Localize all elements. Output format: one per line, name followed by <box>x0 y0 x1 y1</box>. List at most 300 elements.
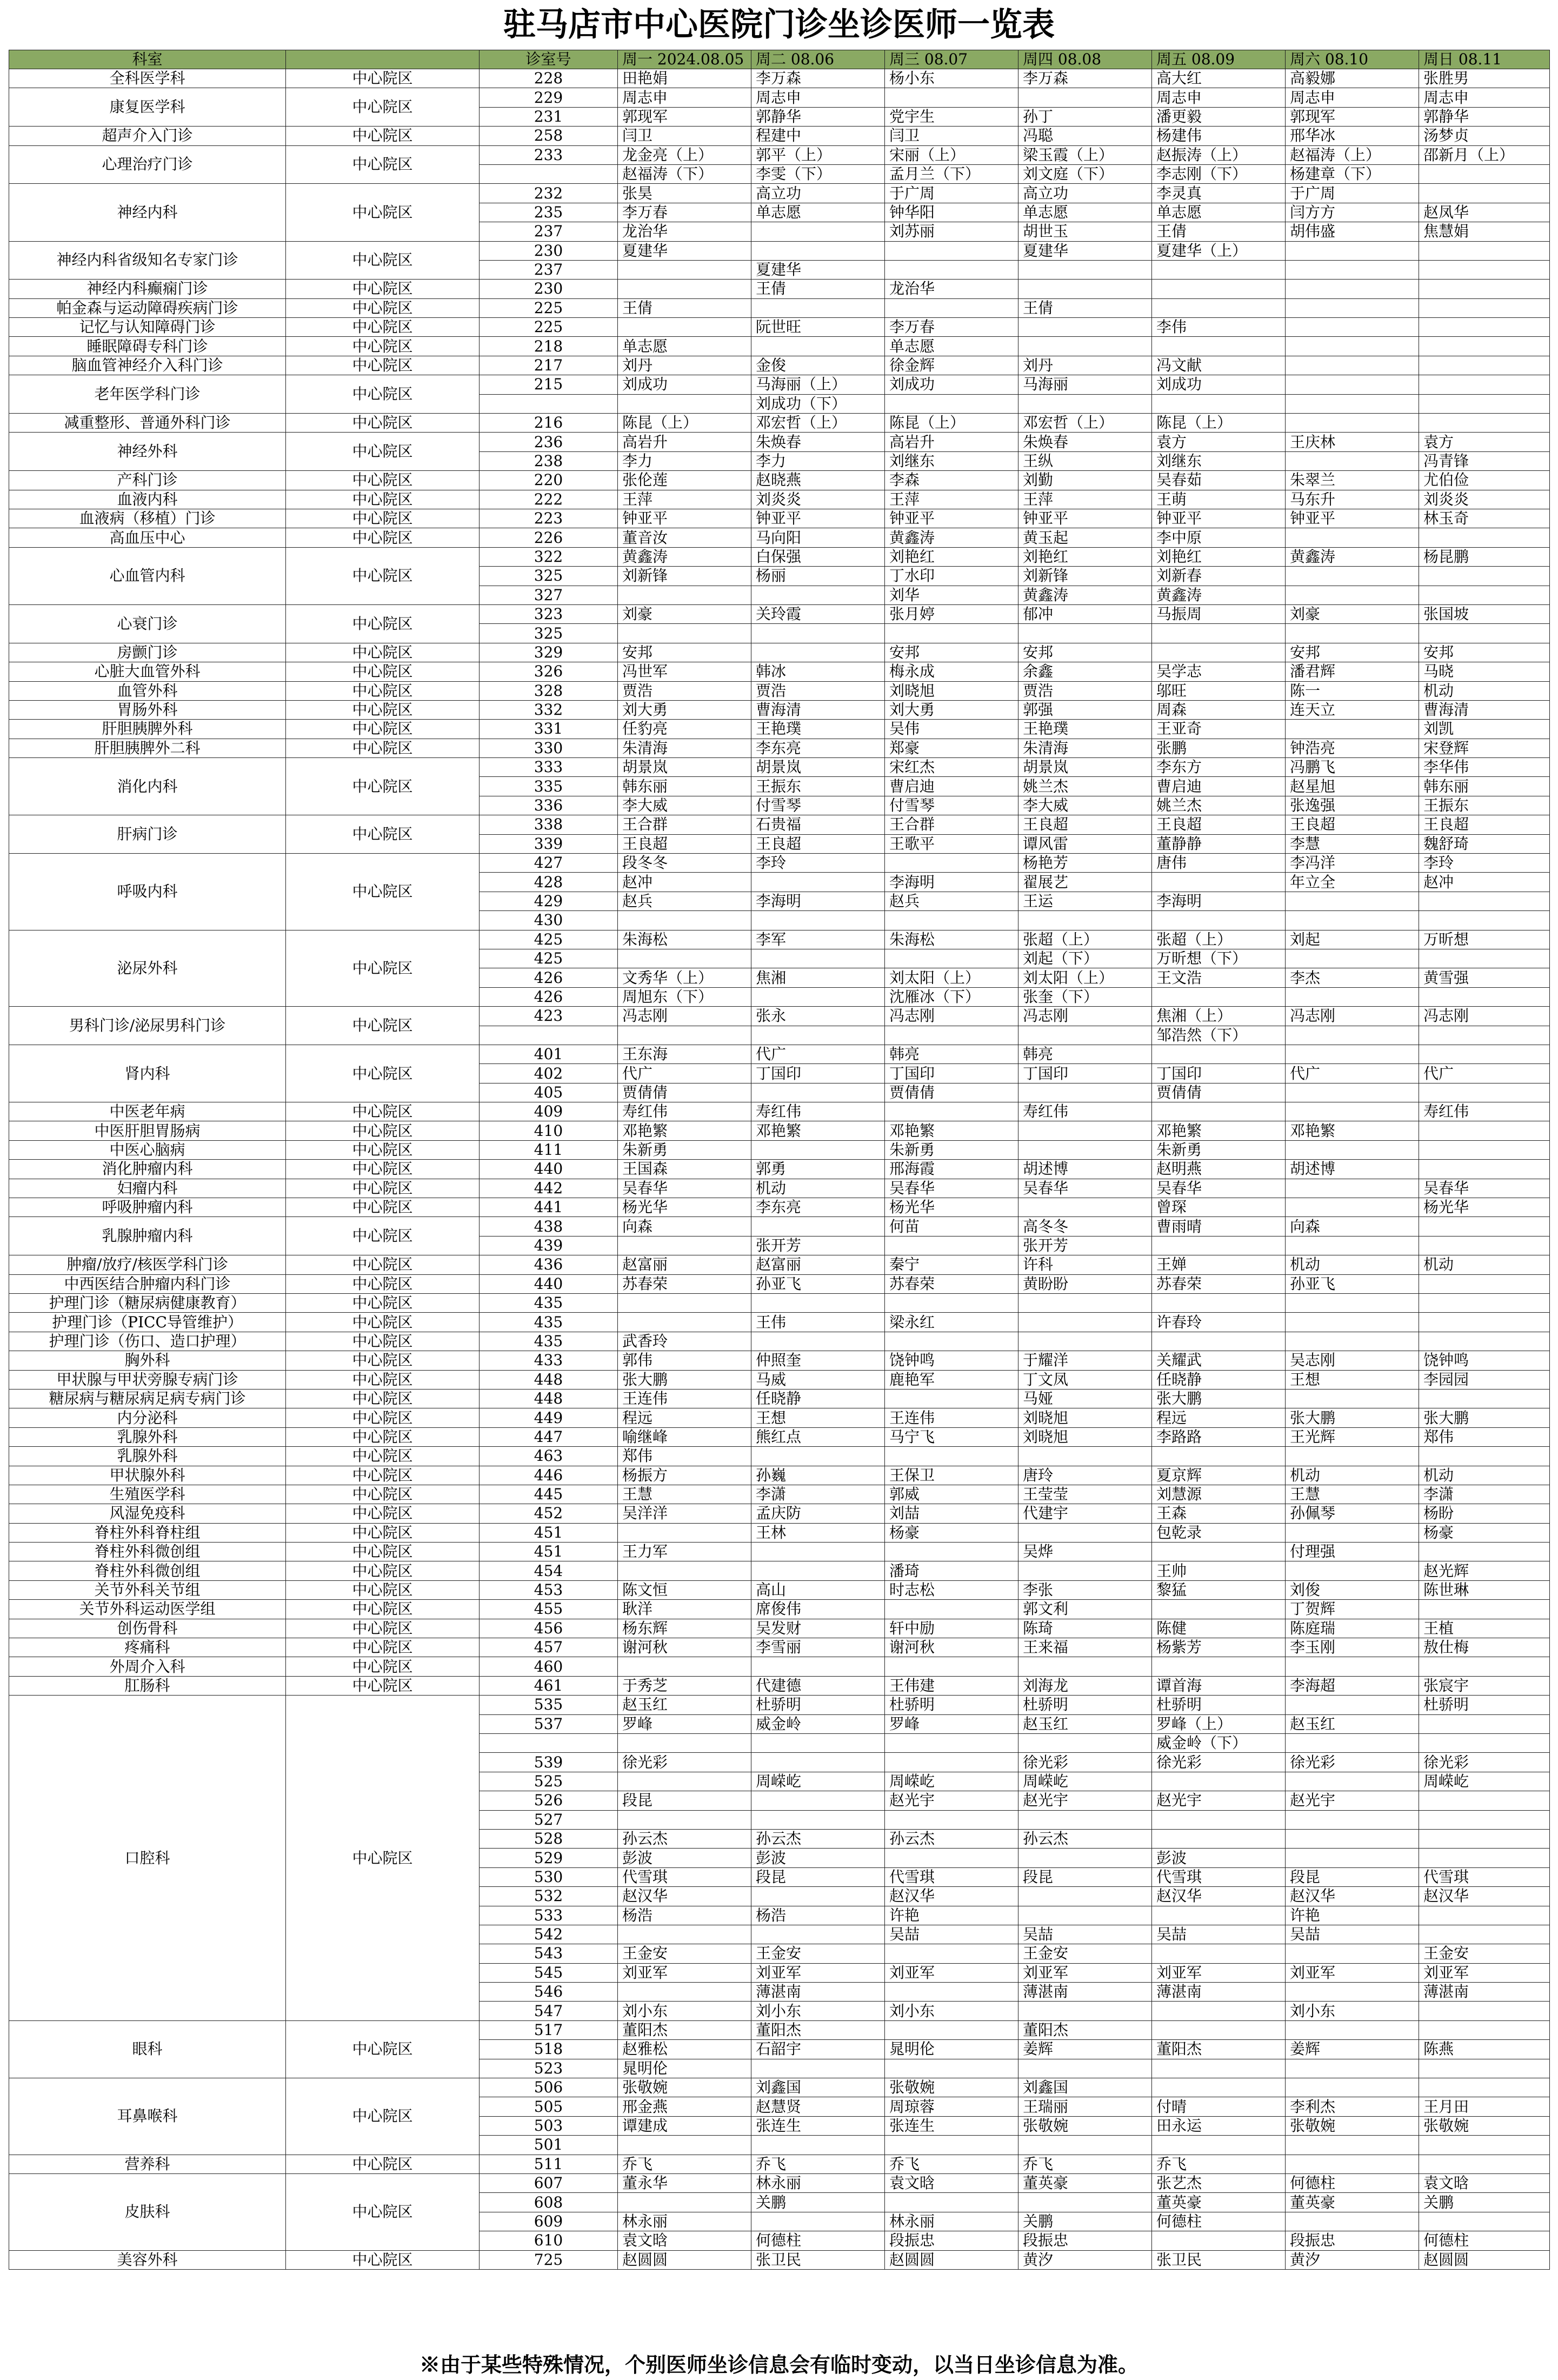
doctor-cell: 王良超 <box>1419 815 1550 834</box>
doctor-cell: 邢金燕 <box>618 2097 751 2116</box>
doctor-cell: 赵福涛（下） <box>618 164 751 183</box>
doctor-cell <box>618 586 751 604</box>
campus-name: 中心院区 <box>286 604 480 643</box>
doctor-cell <box>1152 394 1286 413</box>
doctor-cell: 王光辉 <box>1286 1427 1419 1446</box>
room-number: 529 <box>480 1849 618 1867</box>
doctor-cell: 冯聪 <box>1018 127 1152 145</box>
doctor-cell: 王萍 <box>885 490 1018 509</box>
doctor-cell <box>1152 1045 1286 1063</box>
doctor-cell: 陈昆（上） <box>1152 414 1286 433</box>
doctor-cell: 余鑫 <box>1018 662 1152 681</box>
doctor-cell <box>885 1236 1018 1255</box>
doctor-cell <box>1018 1294 1152 1313</box>
doctor-cell: 关鹏 <box>751 2193 885 2212</box>
doctor-cell: 刘亚军 <box>1018 1963 1152 1982</box>
doctor-cell: 刘俊 <box>1286 1580 1419 1599</box>
campus-name: 中心院区 <box>286 1657 480 1676</box>
room-number: 505 <box>480 2097 618 2116</box>
doctor-cell: 沈雁冰（下） <box>885 987 1018 1006</box>
doctor-cell <box>885 241 1018 260</box>
room-number: 425 <box>480 949 618 968</box>
room-number <box>480 164 618 183</box>
department-name: 胃肠外科 <box>9 700 286 719</box>
doctor-cell: 孟月兰（下） <box>885 164 1018 183</box>
doctor-cell: 张鹏 <box>1152 739 1286 757</box>
doctor-cell: 于广周 <box>1286 184 1419 203</box>
doctor-cell: 王良超 <box>1018 815 1152 834</box>
room-number: 237 <box>480 260 618 279</box>
doctor-cell: 杨紫芳 <box>1152 1638 1286 1657</box>
doctor-cell: 赵凤华 <box>1419 203 1550 222</box>
doctor-cell <box>1152 1332 1286 1351</box>
doctor-cell: 孙云杰 <box>618 1829 751 1848</box>
doctor-cell: 邓艳繁 <box>1152 1121 1286 1140</box>
table-row <box>9 1485 1550 1504</box>
doctor-cell: 杨光华 <box>1419 1198 1550 1217</box>
doctor-cell: 任晓静 <box>1152 1370 1286 1389</box>
doctor-cell: 王连伟 <box>618 1389 751 1408</box>
department-name: 关节外科关节组 <box>9 1580 286 1599</box>
doctor-cell: 王金安 <box>1419 1944 1550 1963</box>
room-number: 410 <box>480 1121 618 1140</box>
doctor-cell: 李森 <box>885 471 1018 490</box>
table-row <box>9 662 1550 681</box>
campus-name: 中心院区 <box>286 184 480 241</box>
doctor-cell <box>751 643 885 662</box>
room-number: 231 <box>480 107 618 126</box>
doctor-cell <box>618 949 751 968</box>
doctor-cell <box>1286 375 1419 394</box>
campus-name: 中心院区 <box>286 681 480 700</box>
doctor-cell: 王良超 <box>751 834 885 853</box>
doctor-cell: 周嵘屹 <box>1419 1772 1550 1791</box>
doctor-cell <box>1419 1140 1550 1159</box>
doctor-cell: 钟亚平 <box>618 509 751 528</box>
room-number: 435 <box>480 1294 618 1313</box>
doctor-cell <box>751 873 885 892</box>
room-number: 535 <box>480 1696 618 1714</box>
department-name: 妇瘤内科 <box>9 1179 286 1198</box>
table-row <box>9 509 1550 528</box>
doctor-cell: 许科 <box>1018 1255 1152 1274</box>
room-number: 446 <box>480 1466 618 1485</box>
doctor-cell: 付雪琴 <box>751 796 885 815</box>
campus-name: 中心院区 <box>286 528 480 547</box>
doctor-cell: 丁国印 <box>751 1064 885 1083</box>
doctor-cell: 王运 <box>1018 892 1152 910</box>
table-row <box>9 930 1550 949</box>
doctor-cell: 薄湛南 <box>1152 1983 1286 2002</box>
room-number: 530 <box>480 1867 618 1886</box>
doctor-cell <box>751 1810 885 1829</box>
department-name: 血管外科 <box>9 681 286 700</box>
room-number: 330 <box>480 739 618 757</box>
doctor-cell: 饶钟鸣 <box>885 1351 1018 1370</box>
doctor-cell <box>1286 1236 1419 1255</box>
department-name: 营养科 <box>9 2155 286 2173</box>
room-number: 236 <box>480 433 618 451</box>
doctor-cell: 邢海霞 <box>885 1160 1018 1179</box>
table-row <box>9 184 1550 203</box>
room-number: 452 <box>480 1504 618 1523</box>
doctor-cell <box>751 298 885 317</box>
room-number: 429 <box>480 892 618 910</box>
doctor-cell: 焦慧娟 <box>1419 222 1550 241</box>
doctor-cell: 邓艳繁 <box>885 1121 1018 1140</box>
room-number: 409 <box>480 1102 618 1121</box>
doctor-cell: 韩亮 <box>1018 1045 1152 1063</box>
doctor-cell: 冯青锋 <box>1419 451 1550 470</box>
campus-name: 中心院区 <box>286 88 480 127</box>
doctor-cell <box>1419 356 1550 375</box>
doctor-cell <box>618 260 751 279</box>
doctor-cell: 党宇生 <box>885 107 1018 126</box>
doctor-cell: 张敬婉 <box>1286 2116 1419 2135</box>
doctor-cell <box>751 1733 885 1752</box>
doctor-cell: 王倩 <box>1018 298 1152 317</box>
doctor-cell: 安邦 <box>1286 643 1419 662</box>
doctor-cell: 李张 <box>1018 1580 1152 1599</box>
doctor-cell <box>1152 2136 1286 2155</box>
doctor-cell <box>1018 337 1152 356</box>
doctor-cell <box>1152 1657 1286 1676</box>
department-name: 甲状腺与甲状旁腺专病门诊 <box>9 1370 286 1389</box>
department-name: 脊柱外科微创组 <box>9 1543 286 1561</box>
table-row <box>9 1045 1550 1063</box>
doctor-cell: 杨艳芳 <box>1018 854 1152 873</box>
doctor-cell: 高岩升 <box>885 433 1018 451</box>
doctor-cell <box>1419 1447 1550 1466</box>
doctor-cell: 何德柱 <box>1152 2212 1286 2231</box>
doctor-cell: 张胜男 <box>1419 69 1550 88</box>
doctor-cell: 贾浩 <box>618 681 751 700</box>
doctor-cell: 吴春茹 <box>1152 471 1286 490</box>
doctor-cell <box>1419 1543 1550 1561</box>
department-name: 关节外科运动医学组 <box>9 1600 286 1619</box>
doctor-cell: 钟亚平 <box>751 509 885 528</box>
room-number: 445 <box>480 1485 618 1504</box>
doctor-cell: 包乾录 <box>1152 1523 1286 1542</box>
doctor-cell <box>751 2212 885 2231</box>
doctor-cell: 孙云杰 <box>885 1829 1018 1848</box>
doctor-cell: 罗峰 <box>618 1714 751 1733</box>
doctor-cell: 朱新勇 <box>1152 1140 1286 1159</box>
table-row <box>9 1140 1550 1159</box>
room-number: 607 <box>480 2173 618 2192</box>
doctor-cell: 何德柱 <box>751 2231 885 2250</box>
doctor-cell: 张昊 <box>618 184 751 203</box>
campus-name: 中心院区 <box>286 2173 480 2250</box>
room-number: 539 <box>480 1753 618 1772</box>
doctor-cell: 杨建章（下） <box>1286 164 1419 183</box>
doctor-cell: 李灵真 <box>1152 184 1286 203</box>
department-name: 眼科 <box>9 2020 286 2078</box>
doctor-cell <box>885 1389 1018 1408</box>
doctor-cell <box>618 280 751 298</box>
doctor-cell <box>1419 1810 1550 1829</box>
doctor-cell <box>1419 1657 1550 1676</box>
doctor-cell <box>1419 1849 1550 1867</box>
doctor-cell: 邹浩然（下） <box>1152 1026 1286 1045</box>
doctor-cell: 林永丽 <box>751 2173 885 2192</box>
doctor-cell <box>751 1083 885 1102</box>
doctor-cell <box>1018 1523 1152 1542</box>
doctor-cell <box>1286 298 1419 317</box>
campus-name: 中心院区 <box>286 700 480 719</box>
doctor-cell: 王庆林 <box>1286 433 1419 451</box>
doctor-cell: 段振忠 <box>1286 2231 1419 2250</box>
doctor-cell <box>1419 394 1550 413</box>
doctor-cell: 郭现军 <box>618 107 751 126</box>
table-row <box>9 69 1550 88</box>
doctor-cell: 王来福 <box>1018 1638 1152 1657</box>
doctor-cell: 陈一 <box>1286 681 1419 700</box>
room-number <box>480 1026 618 1045</box>
table-row <box>9 815 1550 834</box>
doctor-cell: 冯志刚 <box>1419 1007 1550 1026</box>
doctor-cell: 袁方 <box>1152 433 1286 451</box>
doctor-cell: 罗峰 <box>885 1714 1018 1733</box>
doctor-cell: 代广 <box>1286 1064 1419 1083</box>
department-name: 心理治疗门诊 <box>9 145 286 184</box>
doctor-cell: 徐光彩 <box>618 1753 751 1772</box>
doctor-cell: 董阳杰 <box>1018 2020 1152 2039</box>
doctor-cell: 黎猛 <box>1152 1580 1286 1599</box>
doctor-cell: 李玉刚 <box>1286 1638 1419 1657</box>
doctor-cell: 赵明燕 <box>1152 1160 1286 1179</box>
doctor-cell <box>1419 2002 1550 2020</box>
table-row <box>9 720 1550 739</box>
doctor-cell: 王良超 <box>1286 815 1419 834</box>
doctor-cell <box>1018 88 1152 107</box>
doctor-cell: 刘成功 <box>1152 375 1286 394</box>
doctor-cell <box>1419 2020 1550 2039</box>
table-row <box>9 1408 1550 1427</box>
doctor-cell <box>1152 2231 1286 2250</box>
doctor-cell: 翟展艺 <box>1018 873 1152 892</box>
doctor-cell: 郭文利 <box>1018 1600 1152 1619</box>
department-name: 消化内科 <box>9 758 286 815</box>
doctor-cell <box>751 2059 885 2078</box>
campus-name: 中心院区 <box>286 739 480 757</box>
department-name: 全科医学科 <box>9 69 286 88</box>
doctor-cell: 机动 <box>1286 1466 1419 1485</box>
doctor-cell: 周嵘屹 <box>1018 1772 1152 1791</box>
room-number: 238 <box>480 451 618 470</box>
department-name: 脊柱外科微创组 <box>9 1561 286 1580</box>
doctor-cell <box>1152 1102 1286 1121</box>
doctor-cell: 刘华 <box>885 586 1018 604</box>
doctor-cell: 韩东丽 <box>618 777 751 796</box>
room-number: 610 <box>480 2231 618 2250</box>
doctor-cell: 张永 <box>751 1007 885 1026</box>
doctor-cell: 王想 <box>1286 1370 1419 1389</box>
doctor-cell: 杜骄明 <box>751 1696 885 1714</box>
department-name: 肾内科 <box>9 1045 286 1102</box>
doctor-cell: 高岩升 <box>618 433 751 451</box>
room-number: 463 <box>480 1447 618 1466</box>
department-name: 糖尿病与糖尿病足病专病门诊 <box>9 1389 286 1408</box>
doctor-cell <box>1419 1160 1550 1179</box>
doctor-cell <box>751 586 885 604</box>
room-number <box>480 394 618 413</box>
doctor-cell: 陈庭瑞 <box>1286 1619 1419 1638</box>
doctor-cell: 彭波 <box>618 1849 751 1867</box>
doctor-cell: 刘勤 <box>1018 471 1152 490</box>
table-row <box>9 280 1550 298</box>
doctor-cell: 机动 <box>1419 681 1550 700</box>
doctor-cell: 王伟 <box>751 1313 885 1332</box>
doctor-cell <box>885 394 1018 413</box>
table-row <box>9 2173 1550 2192</box>
campus-name: 中心院区 <box>286 1543 480 1561</box>
room-number: 258 <box>480 127 618 145</box>
doctor-cell: 刘炎炎 <box>1419 490 1550 509</box>
room-number: 216 <box>480 414 618 433</box>
doctor-cell: 杨光华 <box>618 1198 751 1217</box>
doctor-cell: 郭勇 <box>751 1160 885 1179</box>
doctor-cell: 张开芳 <box>751 1236 885 1255</box>
room-number: 232 <box>480 184 618 203</box>
doctor-cell <box>1018 2002 1152 2020</box>
doctor-cell <box>1419 2212 1550 2231</box>
doctor-cell: 刘大勇 <box>618 700 751 719</box>
table-row <box>9 318 1550 337</box>
doctor-cell: 张连生 <box>751 2116 885 2135</box>
room-number: 518 <box>480 2040 618 2059</box>
doctor-cell: 代广 <box>1419 1064 1550 1083</box>
doctor-cell: 代广 <box>751 1045 885 1063</box>
doctor-cell: 张敬婉 <box>885 2078 1018 2097</box>
doctor-cell <box>1286 2078 1419 2097</box>
doctor-cell <box>751 1791 885 1810</box>
schedule-body <box>9 69 1550 2270</box>
doctor-cell: 姜辉 <box>1286 2040 1419 2059</box>
doctor-cell: 王东海 <box>618 1045 751 1063</box>
doctor-cell: 邬旺 <box>1152 681 1286 700</box>
doctor-cell: 韩东丽 <box>1419 777 1550 796</box>
doctor-cell: 吴志刚 <box>1286 1351 1419 1370</box>
doctor-cell: 邓艳繁 <box>618 1121 751 1140</box>
doctor-cell: 王瑞丽 <box>1018 2097 1152 2116</box>
doctor-cell <box>1286 356 1419 375</box>
campus-name: 中心院区 <box>286 758 480 815</box>
doctor-cell <box>1419 528 1550 547</box>
doctor-cell: 文秀华（上） <box>618 968 751 987</box>
campus-name: 中心院区 <box>286 1007 480 1045</box>
doctor-cell: 彭波 <box>751 1849 885 1867</box>
doctor-cell: 李慧 <box>1286 834 1419 853</box>
doctor-cell <box>751 911 885 930</box>
doctor-cell <box>1286 1140 1419 1159</box>
doctor-cell: 董英豪 <box>1152 2193 1286 2212</box>
room-number <box>480 1733 618 1752</box>
doctor-cell: 金俊 <box>751 356 885 375</box>
doctor-cell <box>1018 1561 1152 1580</box>
campus-name: 中心院区 <box>286 643 480 662</box>
table-row <box>9 241 1550 260</box>
room-number: 230 <box>480 280 618 298</box>
doctor-cell: 张大鹏 <box>1286 1408 1419 1427</box>
doctor-cell: 代雪琪 <box>1419 1867 1550 1886</box>
department-name: 呼吸肿瘤内科 <box>9 1198 286 1217</box>
doctor-cell <box>751 1332 885 1351</box>
doctor-cell <box>1018 1887 1152 1906</box>
doctor-cell: 孙巍 <box>751 1466 885 1485</box>
doctor-cell <box>885 624 1018 643</box>
table-row <box>9 1255 1550 1274</box>
table-row <box>9 604 1550 623</box>
doctor-cell: 时志松 <box>885 1580 1018 1599</box>
doctor-cell <box>1419 414 1550 433</box>
room-number: 448 <box>480 1370 618 1389</box>
header-day-tue: 周二 08.06 <box>751 50 885 69</box>
doctor-cell <box>885 1102 1018 1121</box>
campus-name: 中心院区 <box>286 1274 480 1293</box>
doctor-cell <box>1419 164 1550 183</box>
room-number: 725 <box>480 2250 618 2269</box>
doctor-cell <box>618 2136 751 2155</box>
room-number: 217 <box>480 356 618 375</box>
doctor-cell: 程建中 <box>751 127 885 145</box>
table-row <box>9 2250 1550 2269</box>
doctor-cell <box>1152 2002 1286 2020</box>
room-number: 532 <box>480 1887 618 1906</box>
table-row <box>9 1294 1550 1313</box>
department-name: 睡眠障碍专科门诊 <box>9 337 286 356</box>
doctor-cell: 喻继峰 <box>618 1427 751 1446</box>
doctor-cell: 熊红点 <box>751 1427 885 1446</box>
doctor-cell <box>751 1543 885 1561</box>
doctor-cell: 梁玉霞（上） <box>1018 145 1152 164</box>
room-number: 517 <box>480 2020 618 2039</box>
doctor-cell <box>1286 720 1419 739</box>
doctor-cell <box>1286 1102 1419 1121</box>
room-number: 533 <box>480 1906 618 1925</box>
doctor-cell: 刘太阳（上） <box>1018 968 1152 987</box>
doctor-cell: 张卫民 <box>751 2250 885 2269</box>
doctor-cell <box>1152 643 1286 662</box>
room-number: 339 <box>480 834 618 853</box>
room-number: 447 <box>480 1427 618 1446</box>
doctor-cell: 郭静华 <box>1419 107 1550 126</box>
doctor-cell <box>1152 2078 1286 2097</box>
doctor-cell <box>1286 1083 1419 1102</box>
doctor-cell: 冯志刚 <box>885 1007 1018 1026</box>
doctor-cell: 陈世琳 <box>1419 1580 1550 1599</box>
doctor-cell: 田艳娟 <box>618 69 751 88</box>
doctor-cell <box>1018 1810 1152 1829</box>
doctor-cell: 王倩 <box>1152 222 1286 241</box>
doctor-cell <box>1286 911 1419 930</box>
doctor-cell: 机动 <box>1286 1255 1419 1274</box>
table-row <box>9 1370 1550 1389</box>
campus-name: 中心院区 <box>286 1294 480 1313</box>
doctor-cell: 郭伟 <box>618 1351 751 1370</box>
doctor-cell: 邓宏哲（上） <box>1018 414 1152 433</box>
table-row <box>9 1447 1550 1466</box>
doctor-cell <box>1419 1294 1550 1313</box>
doctor-cell: 丁水印 <box>885 567 1018 586</box>
table-row <box>9 1676 1550 1695</box>
doctor-cell: 王婵 <box>1152 1255 1286 1274</box>
doctor-cell <box>1419 1389 1550 1408</box>
doctor-cell <box>1286 318 1419 337</box>
doctor-cell <box>1286 394 1419 413</box>
doctor-cell: 王月田 <box>1419 2097 1550 2116</box>
doctor-cell: 夏建华（上） <box>1152 241 1286 260</box>
